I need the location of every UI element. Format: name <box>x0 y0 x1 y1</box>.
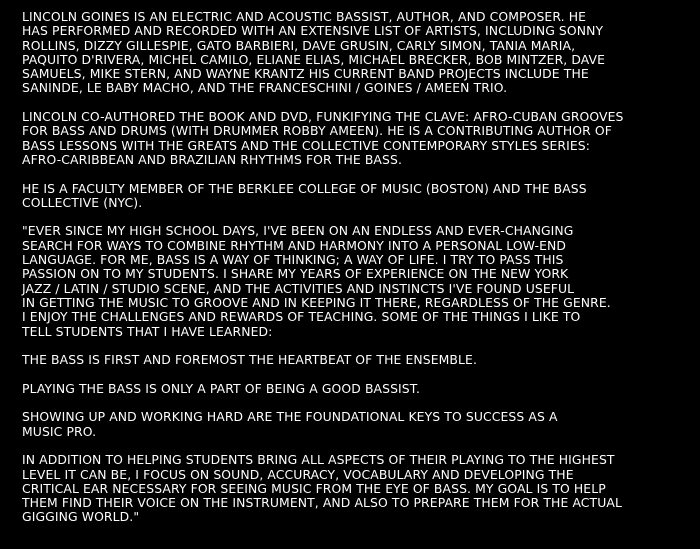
bio-paragraph-books: LINCOLN CO-AUTHORED THE BOOK AND DVD, FUNKIFYING THE CLAVE: AFRO-CUBAN GROOVES FOR BASS AND DRUMS (WITH DRUMMER ROBBY AMEEN). HE IS A CONTRIBUTING AUTHOR OF BASS LESSONS WITH THE GREATS AND THE COLLECTIVE CONTEMPORARY STYLES SERIES: AFRO-CARIBBEAN AND BRAZILIAN RHYTHMS FOR THE BASS. <box>22 109 624 167</box>
bio-paragraph-lesson-3: SHOWING UP AND WORKING HARD ARE THE FOUNDATIONAL KEYS TO SUCCESS AS A MUSIC PRO. <box>22 409 558 439</box>
bio-paragraph-quote: "EVER SINCE MY HIGH SCHOOL DAYS, I'VE BEEN ON AN ENDLESS AND EVER-CHANGING SEARCH FOR WAYS TO COMBINE RHYTHM AND HARMONY INTO A PERSONAL LOW-END LANGUAGE. FOR ME, BASS IS A WAY OF THINKING; A WAY OF LIFE. I TRY TO PASS THIS PASSION ON TO MY STUDENTS. I SHARE MY YEARS OF EXPERIENCE ON THE NEW YORK JAZZ / LATIN / STUDIO SCENE, AND THE ACTIVITIES AND INSTINCTS I'VE FOUND USEFUL IN GETTING THE MUSIC TO GROOVE AND IN KEEPING IT THERE, REGARDLESS OF THE GENRE. I ENJOY THE CHALLENGES AND REWARDS OF TEACHING. SOME OF THE THINGS I LIKE TO TELL STUDENTS THAT I HAVE LEARNED: <box>22 223 611 339</box>
bio-paragraph-intro: LINCOLN GOINES IS AN ELECTRIC AND ACOUSTIC BASSIST, AUTHOR, AND COMPOSER. HE HAS PERFORMED AND RECORDED WITH AN EXTENSIVE LIST OF ARTISTS, INCLUDING SONNY ROLLINS, DIZZY GILLESPIE, GATO BARBIERI, DAVE GRUSIN, CARLY SIMON, TANIA MARIA, PAQUITO D'RIVERA, MICHEL CAMILO, ELIANE ELIAS, MICHAEL BRECKER, BOB MINTZER, DAVE SAMUELS, MIKE STERN, AND WAYNE KRANTZ HIS CURRENT BAND PROJECTS INCLUDE THE SANINDE, LE BABY MACHO, AND THE FRANCESCHINI / GOINES / AMEEN TRIO. <box>22 9 606 96</box>
bio-paragraph-faculty: HE IS A FACULTY MEMBER OF THE BERKLEE COLLEGE OF MUSIC (BOSTON) AND THE BASS COLLECTIVE (NYC). <box>22 180 587 210</box>
bio-paragraph-goals: IN ADDITION TO HELPING STUDENTS BRING ALL ASPECTS OF THEIR PLAYING TO THE HIGHEST LEVEL IT CAN BE, I FOCUS ON SOUND, ACCURACY, VOCABULARY AND DEVELOPING THE CRITICAL EAR NECESSARY FOR SEEING MUSIC FROM THE EYE OF BASS. MY GOAL IS TO HELP THEM FIND THEIR VOICE ON THE INSTRUMENT, AND ALSO TO PREPARE THEM FOR THE ACTUAL GIGGING WORLD." <box>22 452 622 525</box>
bio-paragraph-lesson-1: THE BASS IS FIRST AND FOREMOST THE HEARTBEAT OF THE ENSEMBLE. <box>22 352 478 368</box>
bio-paragraph-lesson-2: PLAYING THE BASS IS ONLY A PART OF BEING A GOOD BASSIST. <box>22 380 421 396</box>
